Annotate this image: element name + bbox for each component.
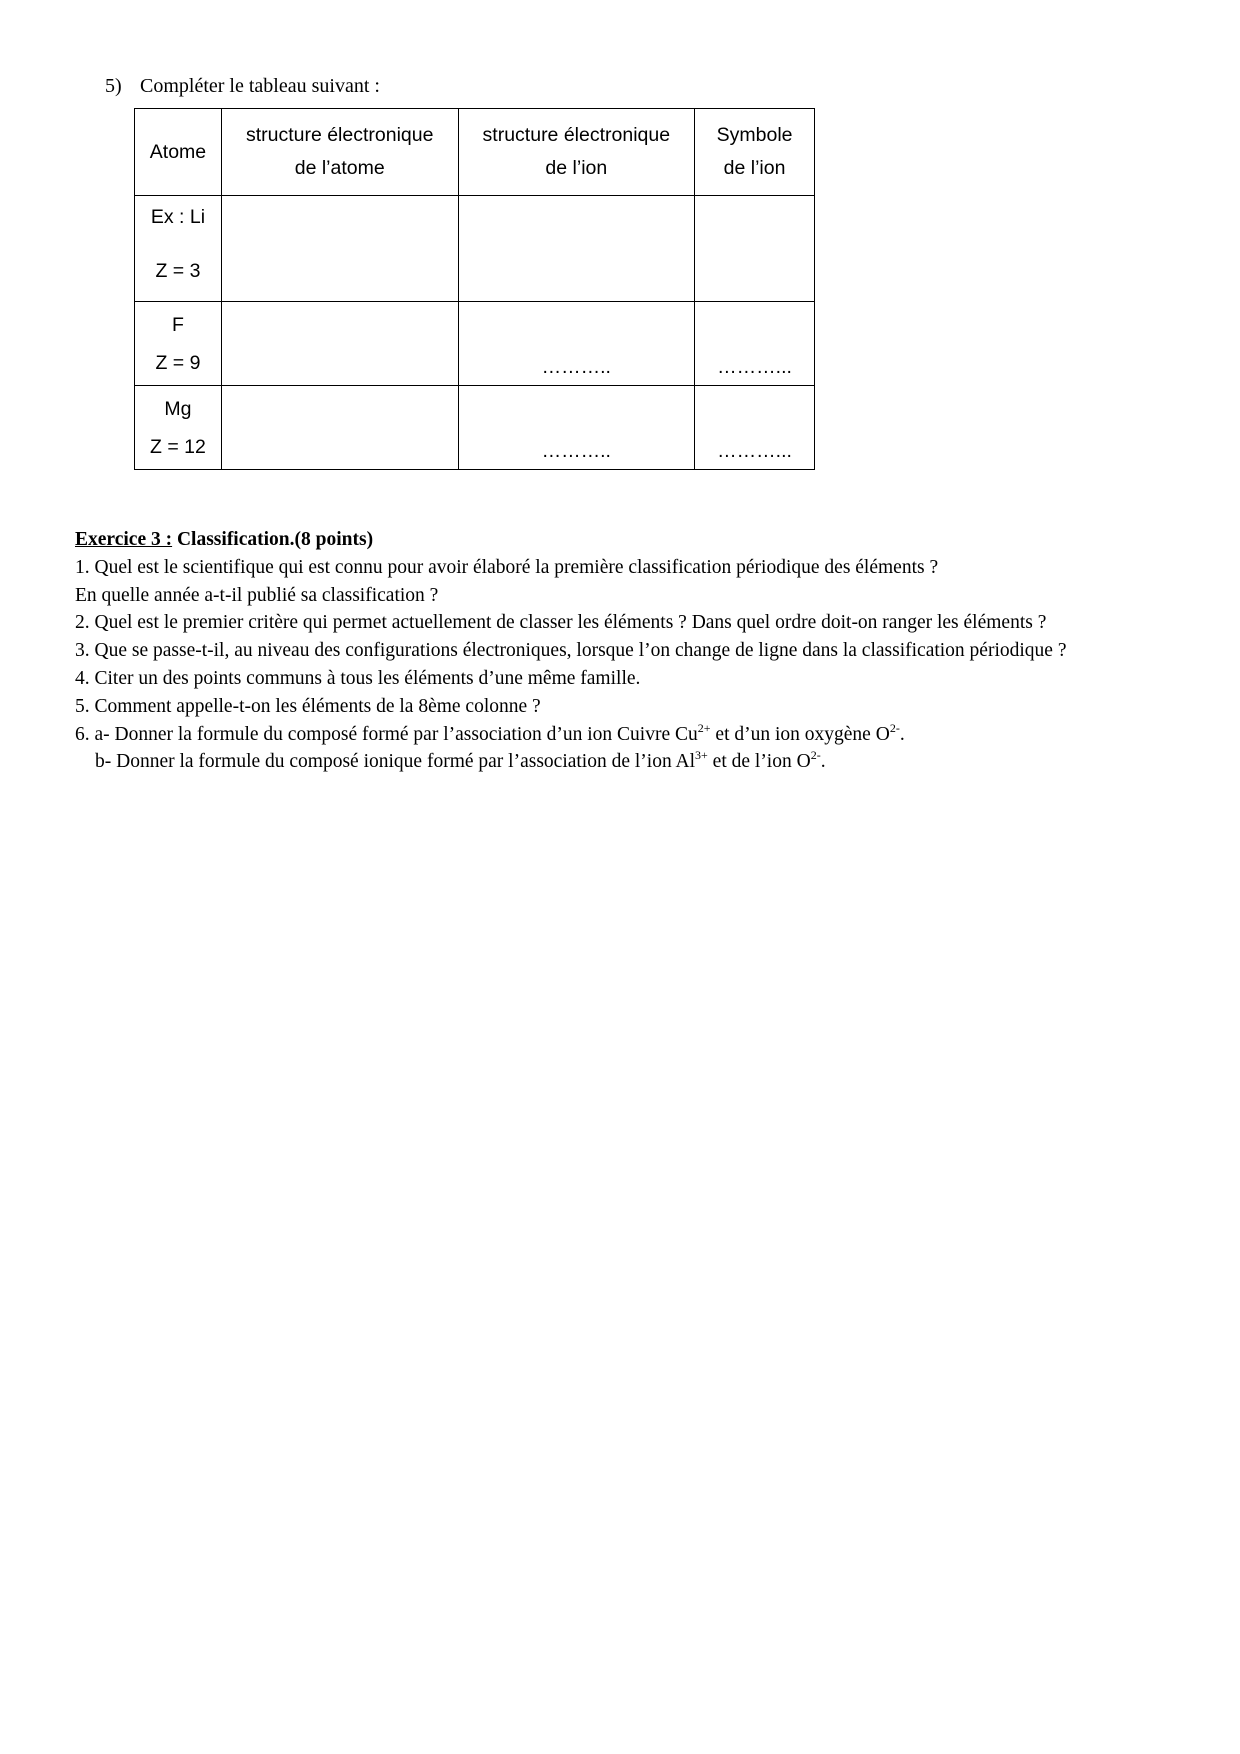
table-header-row — [135, 109, 815, 196]
table-row — [135, 196, 815, 302]
exercise-3-subtitle: Classification.(8 points) — [172, 529, 374, 550]
header-atom-structure: structure électronique de l’atome — [221, 109, 458, 196]
atom-structure-cell[interactable] — [221, 302, 458, 386]
atom-structure-cell[interactable] — [221, 196, 458, 302]
atom-name: F — [171, 314, 184, 336]
question-line: 2. Quel est le premier critère qui permet actuellement de classer les éléments ? Dans quel ordre doit-on ranger les éléments ? — [75, 612, 1047, 634]
o-charge: 2- — [810, 748, 821, 763]
question-5-number: 5) — [105, 75, 122, 97]
al-charge: 3+ — [695, 748, 708, 763]
table-row — [135, 386, 815, 470]
header-ion-symbol: Symbole de l’ion — [695, 109, 815, 196]
question-line: 4. Citer un des points communs à tous les éléments d’une même famille. — [75, 667, 641, 689]
header-atome: Atome — [135, 109, 222, 196]
atom-cell — [135, 386, 222, 470]
atom-name: Ex : Li — [150, 206, 206, 228]
question-line: 5. Comment appelle-t-on les éléments de la 8ème colonne ? — [75, 695, 541, 717]
atomic-number: Z = 3 — [155, 260, 201, 282]
ion-symbol-cell[interactable] — [695, 196, 815, 302]
atomic-number: Z = 9 — [155, 352, 201, 374]
atom-name: Mg — [164, 398, 192, 420]
ion-structure-cell[interactable]: ……….. — [458, 302, 695, 386]
exercise-3-label: Exercice 3 : — [75, 529, 173, 550]
question-6b: b- Donner la formule du composé ionique formé par l’association de l’ion $Al^{3+}$ et de l’ion $O^{2-}$. — [95, 748, 826, 773]
atom-structure-cell[interactable] — [221, 386, 458, 470]
ion-structure-cell[interactable]: ……….. — [458, 386, 695, 470]
exercise-3-title — [75, 526, 1195, 554]
question-line: 1. Quel est le scientifique qui est connu pour avoir élaboré la première classification périodique des éléments ? — [75, 556, 939, 578]
atom-cell — [135, 196, 222, 302]
ion-symbol-cell[interactable]: ………... — [695, 386, 815, 470]
atomic-number: Z = 12 — [150, 436, 206, 458]
atom-cell — [135, 302, 222, 386]
ion-symbol-cell[interactable]: ………... — [695, 302, 815, 386]
question-line: 3. Que se passe-t-il, au niveau des configurations électroniques, lorsque l’on change de ligne dans la classification périodique ? — [75, 640, 1067, 662]
ion-structure-cell[interactable] — [458, 196, 695, 302]
exercise-3 — [75, 526, 1195, 776]
question-6a: 6. a- Donner la formule du composé formé par l’association d’un ion Cuivre $Cu^{2+}$ et d’un ion oxygène $O^{2-}$. — [75, 720, 905, 745]
question-5 — [105, 75, 380, 98]
cu-charge: 2+ — [697, 720, 711, 735]
electronic-structure-table — [134, 108, 815, 470]
table-row — [135, 302, 815, 386]
o-charge: 2- — [889, 720, 900, 735]
header-ion-structure: structure électronique de l’ion — [458, 109, 695, 196]
question-5-text: Compléter le tableau suivant : — [140, 75, 380, 97]
question-line: En quelle année a-t-il publié sa classification ? — [75, 584, 439, 606]
